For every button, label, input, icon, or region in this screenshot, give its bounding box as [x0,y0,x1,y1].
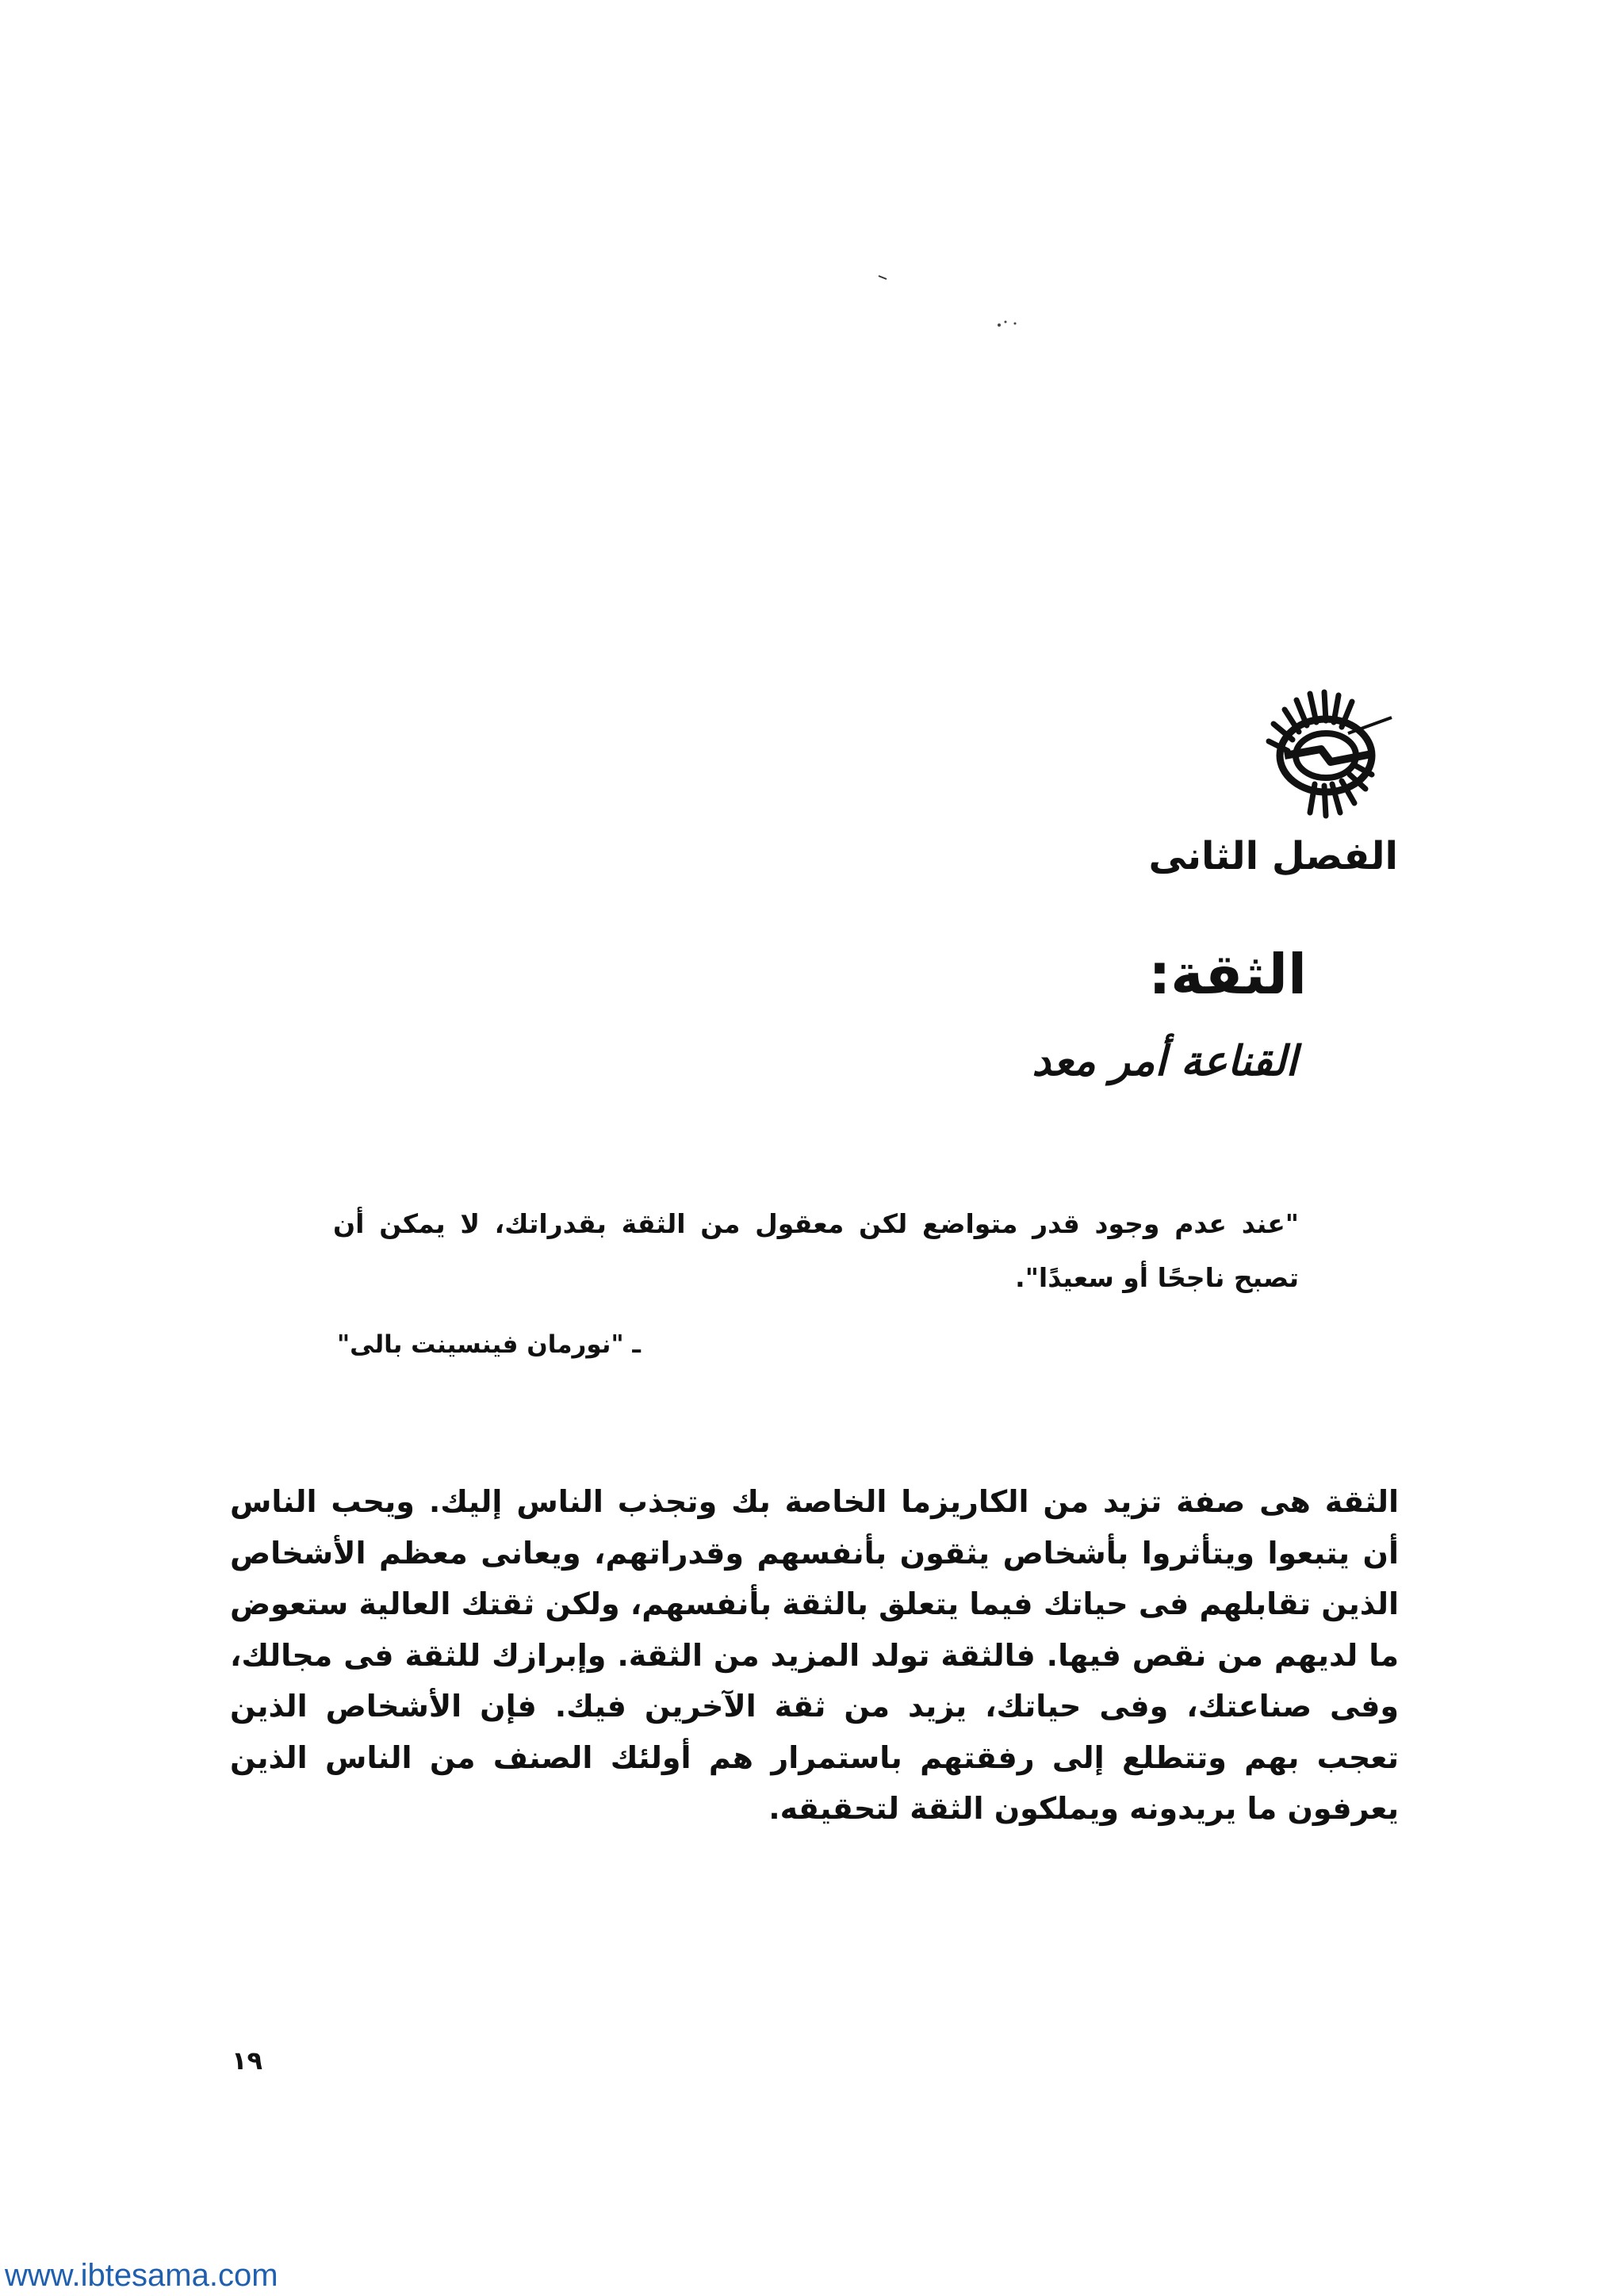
site-watermark: www.ibtesama.com [5,2258,278,2293]
epigraph-author: ـ "نورمان فينسينت بالى" [336,1330,641,1359]
chapter-subtitle: القناعة أمر معد [1032,1037,1297,1085]
scan-specks [864,270,1063,349]
epigraph-quote: "عند عدم وجود قدر متواضع لكن معقول من الثقة بقدراتك، لا يمكن أن تصبح ناجحًا أو سعيدًا". [333,1208,1299,1293]
body-paragraph: الثقة هى صفة تزيد من الكاريزما الخاصة بك وتجذب الناس إليك. ويحب الناس أن يتبعوا ويتأثروا بأشخاص يثقون بأنفسهم وقدراتهم، ويعانى معظم الأشخاص الذين تقابلهم فى حياتك فيما يتعلق بالثقة بأنفسهم، ولكن ثقتك العالية ستعوض ما لديهم من نقص فيها. فالثقة تولد المزيد من الثقة. وإبرازك للثقة فى مجالك، وفى صناعتك، وفى حياتك، يزيد من ثقة الآخرين فيك. فإن الأشخاص الذين تعجب بهم وتتطلع إلى رفقتهم باستمرار هم أولئك الصنف من الناس الذين يعرفون ما يريدونه ويملكون الثقة لتحقيقه. [230,1484,1399,1826]
chapter-label: الفصل الثانى [1148,834,1398,878]
page-number: ١٩ [232,2045,263,2076]
sun-emblem-icon [1253,686,1400,825]
chapter-title: الثقة: [1148,942,1307,1007]
